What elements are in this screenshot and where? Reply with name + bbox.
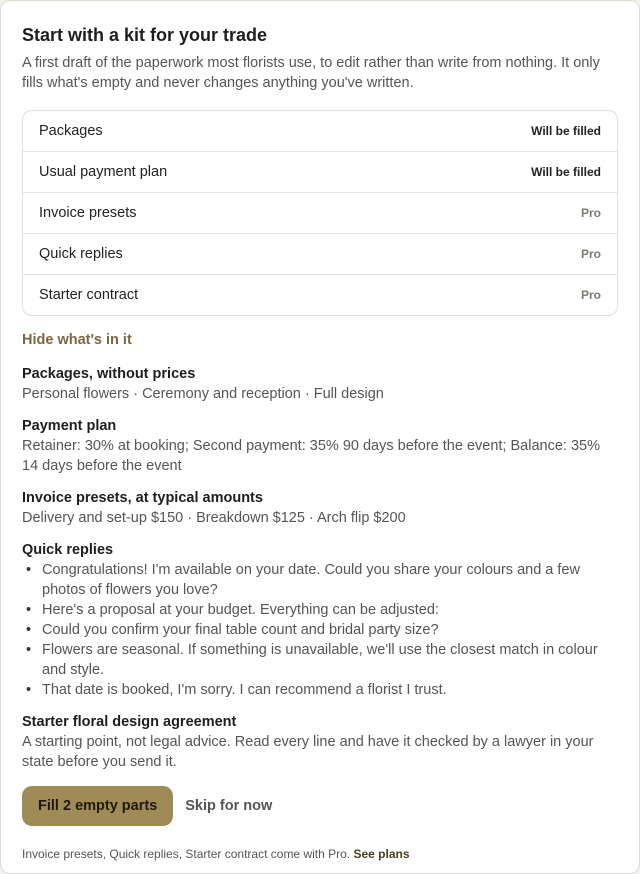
card-title: Start with a kit for your trade bbox=[22, 25, 268, 45]
section-heading: Payment plan bbox=[22, 418, 117, 434]
kit-item-name: Quick replies bbox=[39, 246, 123, 262]
kit-item-name: Packages bbox=[39, 123, 103, 139]
kit-item-name: Starter contract bbox=[39, 287, 139, 303]
kit-items-list bbox=[22, 110, 618, 316]
section-text: Personal flowers · Ceremony and reception · Full design bbox=[22, 386, 384, 402]
hide-details-toggle[interactable]: Hide what's in it bbox=[22, 332, 132, 348]
kit-item-invoice-presets bbox=[23, 192, 617, 233]
section-heading: Invoice presets, at typical amounts bbox=[22, 490, 263, 506]
section-text: Delivery and set-up $150 · Breakdown $125 · Arch flip $200 bbox=[22, 510, 406, 526]
card-intro: A first draft of the paperwork most florists use, to edit rather than write from nothing. It only fills what's empty and never changes anything you've written. bbox=[22, 55, 600, 91]
section-heading: Starter floral design agreement bbox=[22, 714, 237, 730]
list-item: • Flowers are seasonal. If something is unavailable, we'll use the closest match in colour and style. bbox=[22, 640, 618, 680]
pro-badge: Pro bbox=[580, 206, 601, 220]
details-quick-replies bbox=[22, 540, 618, 700]
pro-footnote bbox=[22, 846, 618, 862]
fill-empty-parts-button[interactable]: Fill 2 empty parts bbox=[22, 786, 173, 826]
details-contract bbox=[22, 712, 618, 772]
pro-badge: Pro bbox=[580, 288, 601, 302]
kit-item-packages bbox=[23, 111, 617, 151]
section-heading: Quick replies bbox=[22, 542, 114, 558]
skip-button[interactable]: Skip for now bbox=[185, 798, 273, 814]
kit-item-payment-plan bbox=[23, 151, 617, 192]
kit-item-name: Invoice presets bbox=[39, 205, 137, 221]
section-text: Retainer: 30% at booking; Second payment: 35% 90 days before the event; Balance: 35% 14 days before the event bbox=[22, 438, 600, 474]
kit-item-name: Usual payment plan bbox=[39, 164, 168, 180]
quick-replies-list bbox=[22, 560, 618, 700]
kit-item-status: Will be filled bbox=[531, 165, 601, 179]
list-item: • Here's a proposal at your budget. Everything can be adjusted: bbox=[22, 600, 618, 620]
kit-item-status: Will be filled bbox=[531, 124, 601, 138]
list-item: • That date is booked, I'm sorry. I can recommend a florist I trust. bbox=[22, 680, 618, 700]
section-heading: Packages, without prices bbox=[22, 366, 196, 382]
list-item: • Congratulations! I'm available on your date. Could you share your colours and a few photos of flowers you love? bbox=[22, 560, 618, 600]
see-plans-link[interactable]: See plans bbox=[353, 847, 410, 861]
kit-item-starter-contract bbox=[23, 274, 617, 315]
details-packages bbox=[22, 364, 618, 404]
section-text: A starting point, not legal advice. Read every line and have it checked by a lawyer in your state before you send it. bbox=[22, 734, 594, 770]
list-item: • Could you confirm your final table count and bridal party size? bbox=[22, 620, 618, 640]
kit-item-quick-replies bbox=[23, 233, 617, 274]
actions-row bbox=[22, 786, 618, 826]
details-invoice-presets bbox=[22, 488, 618, 528]
footnote-text: Invoice presets, Quick replies, Starter contract come with Pro. bbox=[22, 847, 351, 861]
pro-badge: Pro bbox=[580, 247, 601, 261]
details-payment-plan bbox=[22, 416, 618, 476]
